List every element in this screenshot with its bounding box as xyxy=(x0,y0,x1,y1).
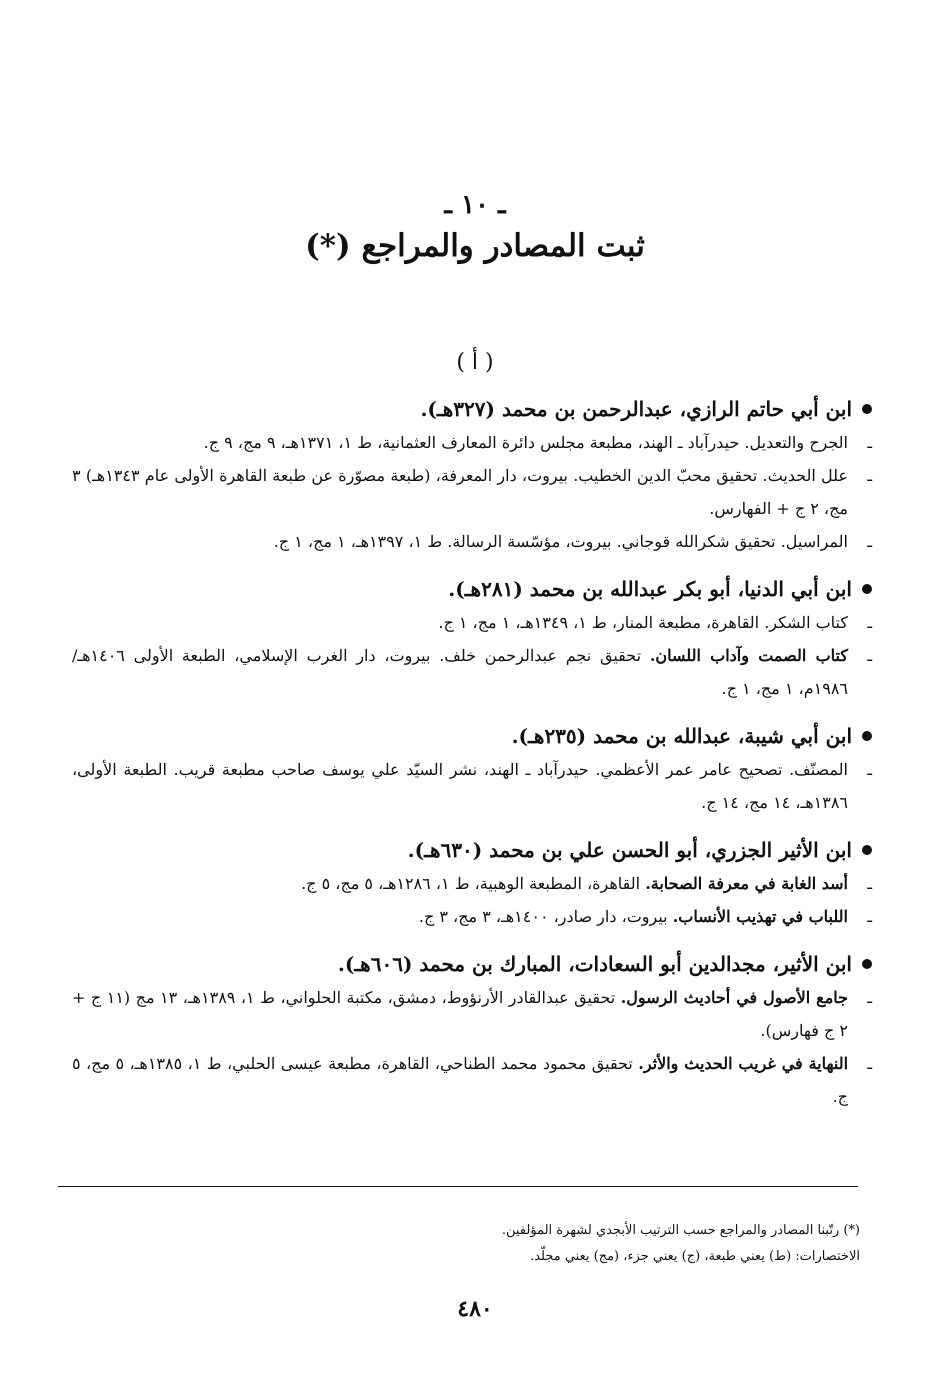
author-name: ابن الأثير، مجدالدين أبو السعادات، المبارك بن محمد (٦٠٦هـ). xyxy=(337,952,852,976)
work-details: القاهرة، المطبعة الوهبية، ط ١، ١٢٨٦هـ، ٥ مج، ٥ ج. xyxy=(301,874,646,893)
work-title: جامع الأصول في أحاديث الرسول. xyxy=(620,988,849,1007)
author-entry xyxy=(72,947,872,981)
bullet-icon xyxy=(862,845,872,855)
dash-marker: ـ xyxy=(867,532,872,551)
work-item xyxy=(72,639,872,705)
work-item xyxy=(72,753,872,819)
work-item xyxy=(72,900,872,933)
bullet-icon xyxy=(862,959,872,969)
work-details: الجرح والتعديل. حيدرآباد ـ الهند، مطبعة مجلس دائرة المعارف العثمانية، ط ١، ١٣٧١هـ، ٩ مج، ٩ ج. xyxy=(203,433,848,452)
dash-marker: ـ xyxy=(867,466,872,485)
work-title: كتاب الصمت وآداب اللسان. xyxy=(649,646,849,665)
author-name: ابن أبي شيبة، عبدالله بن محمد (٢٣٥هـ). xyxy=(511,724,852,748)
work-details: تحقيق محمود محمد الطناحي، القاهرة، مطبعة عيسى الحلبي، ط ١، ١٣٨٥هـ، ٥ مج، ٥ ج. xyxy=(72,1054,848,1106)
work-item xyxy=(72,426,872,459)
bullet-icon xyxy=(862,404,872,414)
dash-marker: ـ xyxy=(867,874,872,893)
work-title: أسد الغابة في معرفة الصحابة. xyxy=(645,874,848,893)
work-title: اللباب في تهذيب الأنساب. xyxy=(672,907,848,926)
work-details: المراسيل. تحقيق شكرالله قوجاني. بيروت، مؤسّسة الرسالة. ط ١، ١٣٩٧هـ، ١ مج، ١ ج. xyxy=(273,532,848,551)
author-entry xyxy=(72,719,872,753)
work-item xyxy=(72,606,872,639)
work-details: علل الحديث. تحقيق محبّ الدين الخطيب. بيروت، دار المعرفة، (طبعة مصوّرة عن طبعة القاهرة الأولى عام ١٣٤٣هـ) ٣ مج، ٢ ج + الفهارس. xyxy=(72,466,848,518)
author-name: ابن أبي حاتم الرازي، عبدالرحمن بن محمد (٣٢٧هـ). xyxy=(420,397,852,421)
work-item xyxy=(72,981,872,1047)
bibliography-entries xyxy=(72,392,872,1113)
work-details: المصنّف. تصحيح عامر عمر الأعظمي. حيدرآباد ـ الهند، نشر السيّد علي يوسف صاحب مطبعة قريب. الطبعة الأولى، ١٣٨٦هـ، ١٤ مج، ١٤ ج. xyxy=(72,760,848,812)
dash-marker: ـ xyxy=(867,433,872,452)
footnotes xyxy=(100,1218,860,1270)
bullet-icon xyxy=(862,584,872,594)
author-entry xyxy=(72,392,872,426)
dash-marker: ـ xyxy=(867,760,872,779)
work-item xyxy=(72,867,872,900)
work-details: كتاب الشكر. القاهرة، مطبعة المنار، ط ١، ١٣٤٩هـ، ١ مج، ١ ج. xyxy=(438,613,848,632)
work-item xyxy=(72,459,872,525)
footnote-divider xyxy=(58,1186,858,1187)
footnote-abbreviations: الاختصارات: (ط) يعني طبعة، (ج) يعني جزء، (مج) يعني مجلّد. xyxy=(530,1249,860,1264)
work-item xyxy=(72,525,872,558)
dash-marker: ـ xyxy=(867,988,872,1007)
dash-marker: ـ xyxy=(867,646,872,665)
author-entry xyxy=(72,833,872,867)
dash-marker: ـ xyxy=(867,907,872,926)
chapter-title: ثبت المصادر والمراجع (*) xyxy=(305,228,645,264)
dash-marker: ـ xyxy=(867,1054,872,1073)
page-number: ٤٨٠ xyxy=(457,1296,493,1322)
section-letter: ( أ ) xyxy=(456,350,494,375)
author-name: ابن أبي الدنيا، أبو بكر عبدالله بن محمد (٢٨١هـ). xyxy=(448,577,852,601)
bullet-icon xyxy=(862,731,872,741)
work-details: بيروت، دار صادر، ١٤٠٠هـ، ٣ مج، ٣ ج. xyxy=(418,907,673,926)
chapter-number: ـ ١٠ ـ xyxy=(444,190,506,220)
work-details: تحقيق عبدالقادر الأرنؤوط، دمشق، مكتبة الحلواني، ط ١، ١٣٨٩هـ، ١٣ مج (١١ ج + ٢ ج فهارس). xyxy=(72,988,848,1040)
work-item xyxy=(72,1047,872,1113)
author-name: ابن الأثير الجزري، أبو الحسن علي بن محمد (٦٣٠هـ). xyxy=(407,838,852,862)
dash-marker: ـ xyxy=(867,613,872,632)
author-entry xyxy=(72,572,872,606)
footnote-note: (*) رتّبنا المصادر والمراجع حسب الترتيب الأبجدي لشهرة المؤلفين. xyxy=(501,1223,860,1238)
work-title: النهاية في غريب الحديث والأثر. xyxy=(638,1054,849,1073)
work-details: تحقيق نجم عبدالرحمن خلف. بيروت، دار الغرب الإسلامي، الطبعة الأولى ١٤٠٦هـ/ ١٩٨٦م، ١ مج، ١ ج. xyxy=(72,646,848,698)
